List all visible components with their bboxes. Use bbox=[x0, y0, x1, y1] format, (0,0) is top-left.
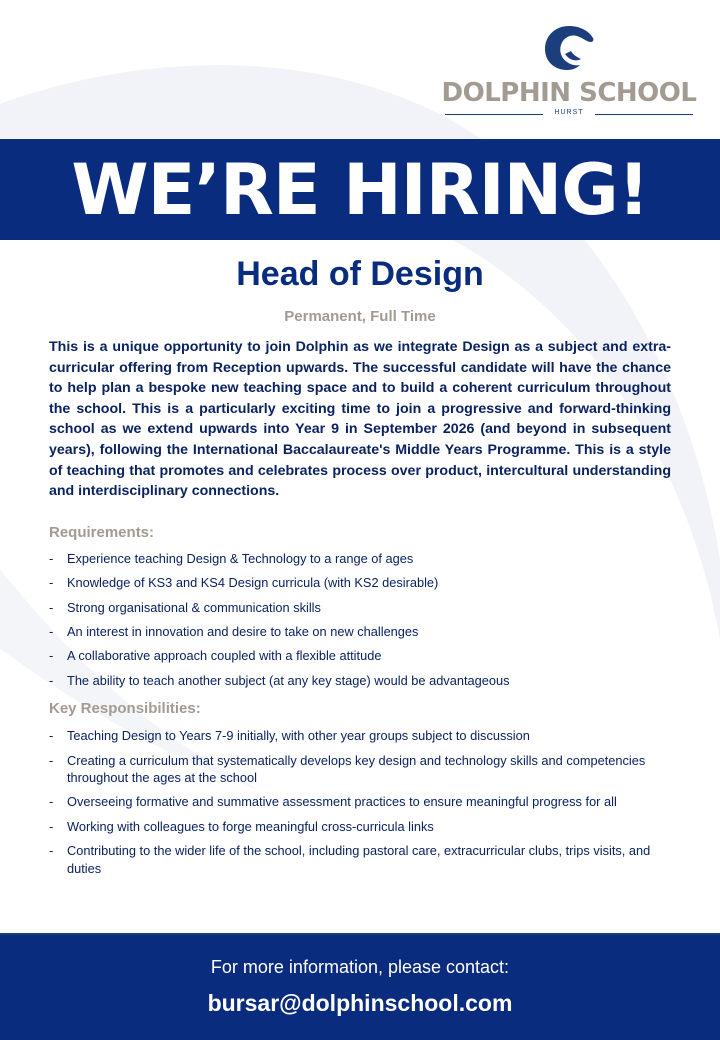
list-item: - Creating a curriculum that systematically develops key design and technology skills and competencies throughout the ages at the school bbox=[49, 752, 671, 787]
list-item: - A collaborative approach coupled with a flexible attitude bbox=[49, 647, 671, 664]
school-location: HURST bbox=[554, 109, 584, 116]
list-item: - An interest in innovation and desire to take on new challenges bbox=[49, 623, 671, 640]
list-item: - Working with colleagues to forge meaningful cross-curricula links bbox=[49, 818, 671, 835]
list-item: - Strong organisational & communication skills bbox=[49, 599, 671, 616]
logo-divider-left bbox=[445, 114, 543, 115]
contact-prompt: For more information, please contact: bbox=[210, 957, 510, 977]
school-name: DOLPHIN SCHOOL bbox=[441, 78, 697, 108]
contact-footer bbox=[0, 933, 720, 1040]
list-item: - Experience teaching Design & Technology to a range of ages bbox=[49, 550, 671, 567]
responsibilities-heading: Key Responsibilities: bbox=[49, 700, 201, 718]
requirements-heading: Requirements: bbox=[49, 523, 155, 541]
list-item: - Overseeing formative and summative assessment practices to ensure meaningful progress for all bbox=[49, 793, 671, 810]
responsibilities-list bbox=[49, 727, 671, 877]
banner-headline: WE’RE HIRING! bbox=[71, 148, 649, 231]
job-content bbox=[0, 240, 720, 884]
logo-divider-right bbox=[595, 114, 693, 115]
list-item: - Knowledge of KS3 and KS4 Design curricula (with KS2 desirable) bbox=[49, 574, 671, 591]
requirements-list bbox=[49, 550, 671, 689]
school-logo bbox=[440, 22, 700, 122]
list-item: - Contributing to the wider life of the school, including pastoral care, extracurricular clubs, trips visits, and duties bbox=[49, 842, 671, 877]
hiring-banner bbox=[0, 139, 720, 240]
job-title: Head of Design bbox=[236, 255, 484, 293]
dolphin-logo-icon bbox=[543, 24, 595, 72]
list-item: - Teaching Design to Years 7-9 initially, with other year groups subject to discussion bbox=[49, 727, 671, 744]
job-intro: This is a unique opportunity to join Dolphin as we integrate Design as a subject and extra-curricular offering from Reception upwards. The successful candidate will have the chance to help plan a bespoke new teaching space and to build a coherent curriculum throughout the school. This is a particularly exciting time to join a progressive and forward-thinking school as we extend upwards into Year 9 in September 2026 (and beyond in subsequent years), following the International Baccalaureate's Middle Years Programme. This is a style of teaching that promotes and celebrates process over product, intercultural understanding and interdisciplinary connections. bbox=[49, 339, 671, 500]
job-type: Permanent, Full Time bbox=[284, 308, 436, 325]
contact-email[interactable]: bursar@dolphinschool.com bbox=[207, 990, 513, 1016]
list-item: - The ability to teach another subject (at any key stage) would be advantageous bbox=[49, 672, 671, 689]
